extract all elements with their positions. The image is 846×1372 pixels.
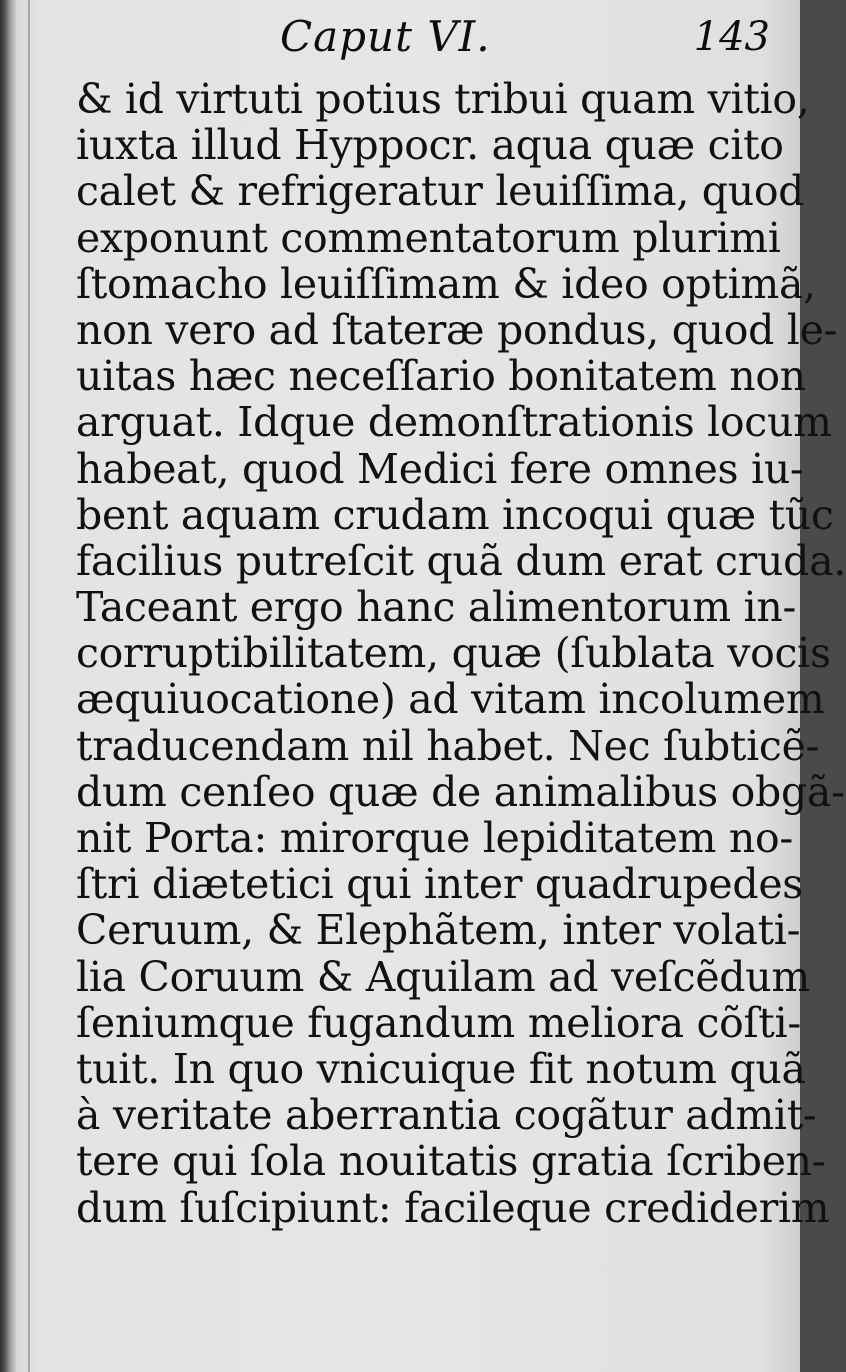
page-header: [80, 12, 770, 74]
text-line: æquiuocatione) ad vitam incolumem: [76, 675, 825, 724]
text-line: lia Coruum & Aquilam ad veſcẽdum: [76, 952, 810, 1001]
text-line: Taceant ergo hanc alimentorum in-: [76, 583, 797, 632]
text-line: non vero ad ſtateræ pondus, quod le-: [76, 305, 838, 354]
page-edge: [28, 0, 30, 1372]
text-line: ſtri diætetici qui inter quadrupedes: [76, 860, 804, 909]
text-line: habeat, quod Medici fere omnes iu-: [76, 444, 804, 493]
text-line: uitas hæc neceſſario bonitatem non: [76, 352, 806, 401]
text-line: facilius putreſcit quã dum erat cruda.: [76, 536, 846, 585]
text-line: tuit. In quo vnicuique fit notum quã: [76, 1044, 806, 1093]
page-number: 143: [693, 14, 770, 60]
text-line: exponunt commentatorum plurimi: [76, 213, 781, 262]
text-line: corruptibilitatem, quæ (ſublata vocis: [76, 629, 831, 678]
text-line: Ceruum, & Elephãtem, inter volati-: [76, 906, 801, 955]
text-line: dum cenſeo quæ de animalibus obgã-: [76, 767, 845, 816]
text-line: & id virtuti potius tribui quam vitio,: [76, 75, 810, 123]
text-line: à veritate aberrantia cogãtur admit-: [76, 1091, 817, 1140]
text-line: ſeniumque fugandum meliora cõſti-: [76, 998, 801, 1047]
running-title: Caput VI.: [280, 12, 491, 61]
text-line: bent aquam crudam incoqui quæ tũc: [76, 490, 834, 539]
binding-gutter: [0, 0, 16, 1372]
text-line: tere qui ſola nouitatis gratia ſcriben-: [76, 1137, 826, 1186]
text-line: traducendam nil habet. Nec ſubticẽ-: [76, 721, 820, 770]
text-line: arguat. Idque demonſtrationis locum: [76, 398, 832, 447]
text-line: nit Porta: mirorque lepiditatem no-: [76, 814, 793, 862]
text-line: ſtomacho leuiſſimam & ideo optimã,: [76, 259, 816, 308]
body-text: [76, 75, 846, 1232]
text-line: calet & refrigeratur leuiſſima, quod: [76, 167, 805, 216]
text-line: iuxta illud Hyppocr. aqua quæ cito: [76, 121, 784, 170]
text-line: dum ſuſcipiunt: facileque crediderim: [76, 1183, 830, 1232]
